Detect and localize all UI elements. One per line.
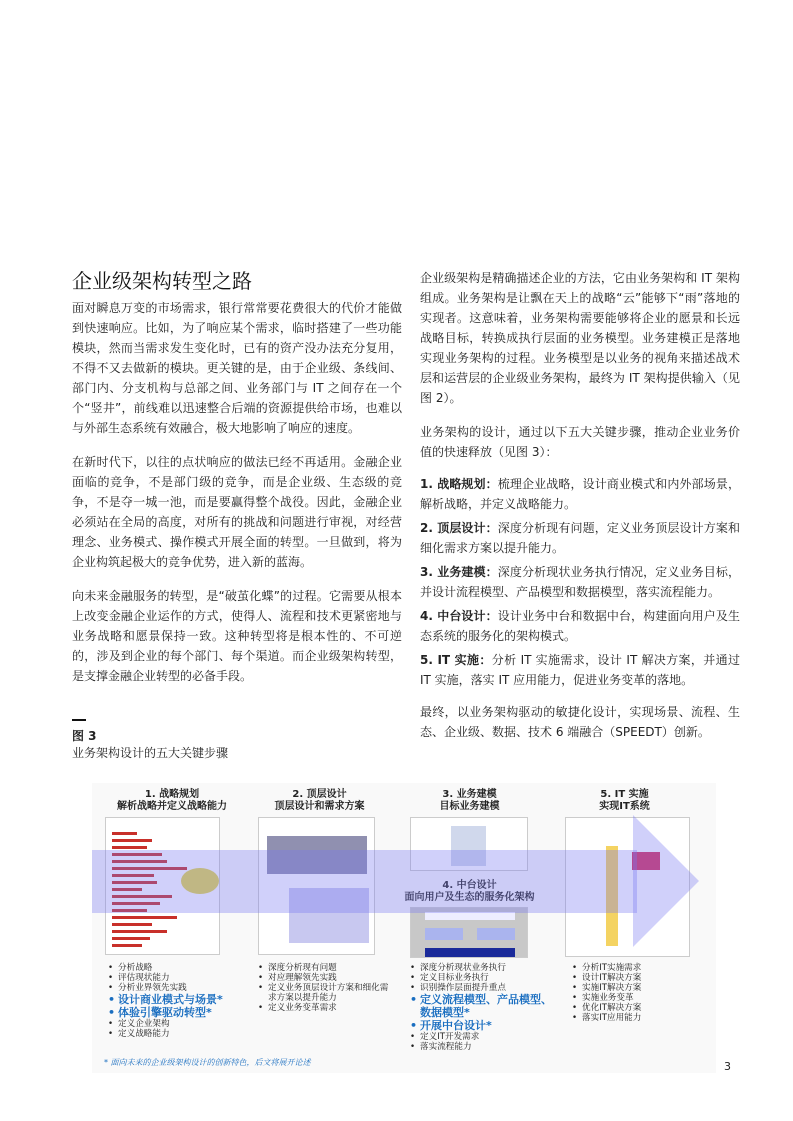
paragraph: 在新时代下，以往的点状响应的做法已经不再适用。金融企业面临的竞争，不是部门级的竞争，而是企业级、生态级的竞争，不是夺一城一池，而是要赢得整个战役。因此，金融企业必须站在全局的高度，对所有的挑战和问题进行审视，对经营理念、业务模式、操作模式开展全面的转型。一旦做到，将为企业构筑起极大的竞争优势，进入新的蓝海。 xyxy=(72,455,402,569)
bullet-item: • 定义IT开发需求 xyxy=(408,1032,558,1042)
step-item: 5. IT 实施：分析 IT 实施需求，设计 IT 解决方案，并通过 IT 实施，落实 IT 应用能力，促进业务变革的落地。 xyxy=(420,653,740,687)
bullet-item: • 评估现状能力 xyxy=(106,973,246,983)
bullet-item: • 设计商业模式与场景* xyxy=(106,993,246,1006)
bullet-item: • 定义企业架构 xyxy=(106,1019,246,1029)
right-column xyxy=(420,268,740,756)
middle-platform-image xyxy=(410,907,528,958)
panel-title-1: 1. 战略规划 解析战略并定义战略能力 xyxy=(117,789,227,812)
panel-title-4: 4. 中台设计 面向用户及生态的服务化架构 xyxy=(404,880,535,903)
bullet-item: • 实施IT解决方案 xyxy=(570,983,700,993)
panel-3-bullets xyxy=(408,963,558,1052)
step-item: 1. 战略规划：梳理企业战略，设计商业模式和内外部场景，解析战略，并定义战略能力。 xyxy=(420,477,740,511)
panel-title-5: 5. IT 实施 实现IT系统 xyxy=(599,789,650,812)
bullet-item: • 实施业务变革 xyxy=(570,993,700,1003)
closing-paragraph: 最终，以业务架构驱动的敏捷化设计，实现场景、流程、生态、企业级、数据、技术 6 端融合（SPEEDT）创新。 xyxy=(420,705,740,739)
bullet-item: • 落实流程能力 xyxy=(408,1042,558,1052)
bullet-item: • 定义流程模型、产品模型、数据模型* xyxy=(408,993,558,1019)
paragraph: 面对瞬息万变的市场需求，银行常常要花费很大的代价才能做到快速响应。比如，为了响应某个需求，临时搭建了一些功能模块，然而当需求发生变化时，已有的资产没办法充分复用，不得不又去做新的模块。更关键的是，由于企业级、条线间、部门内、分支机构与总部之间、业务部门与 IT 之间存在一个个“竖井”，前线难以迅速整合后端的资源提供给市场，也难以与外部生态系统有效融合，极大地影响了响应的速度。 xyxy=(72,301,402,435)
bullet-item: • 分析IT实施需求 xyxy=(570,963,700,973)
bullet-item: • 分析业界领先实践 xyxy=(106,983,246,993)
step-item: 4. 中台设计：设计业务中台和数据中台，构建面向用户及生态系统的服务化的架构模式。 xyxy=(420,609,740,643)
bullet-item: • 定义战略能力 xyxy=(106,1029,246,1039)
panel-2-bullets xyxy=(256,963,391,1013)
arrow-head-icon xyxy=(633,815,699,947)
paragraph: 业务架构的设计，通过以下五大关键步骤，推动企业业务价值的快速释放（见图 3）： xyxy=(420,425,740,459)
figure-rule xyxy=(72,719,86,721)
bullet-item: • 优化IT解决方案 xyxy=(570,1003,700,1013)
left-column xyxy=(72,266,402,700)
bullet-item: • 定义业务变革需求 xyxy=(256,1003,391,1013)
arrow-band xyxy=(92,850,637,913)
paragraph: 企业级架构是精确描述企业的方法，它由业务架构和 IT 架构组成。业务架构是让飘在天上的战略“云”能够下“雨”落地的实现者。这意味着，业务架构需要能够将企业的愿景和长远战略目标，转换成执行层面的业务模型。业务建模正是落地实现业务架构的过程。业务模型是以业务的视角来描述战术层和运营层的企业级业务架构，最终为 IT 架构提供输入（见图 2）。 xyxy=(420,271,740,405)
bullet-item: • 分析战略 xyxy=(106,963,246,973)
figure-note: * 面向未来的企业级架构设计的创新特色，后文将展开论述 xyxy=(104,1058,311,1067)
step-item: 3. 业务建模：深度分析现状业务执行情况，定义业务目标，并设计流程模型、产品模型和数据模型，落实流程能力。 xyxy=(420,565,740,599)
step-item: 2. 顶层设计：深度分析现有问题，定义业务顶层设计方案和细化需求方案以提升能力。 xyxy=(420,521,740,555)
figure-diagram xyxy=(92,783,716,1073)
page-number: 3 xyxy=(724,1060,731,1073)
bullet-item: • 深度分析现状业务执行 xyxy=(408,963,558,973)
page-title: 企业级架构转型之路 xyxy=(72,269,252,293)
bullet-item: • 深度分析现有问题 xyxy=(256,963,391,973)
panel-1-bullets xyxy=(106,963,246,1039)
panel-title-2: 2. 顶层设计 顶层设计和需求方案 xyxy=(274,789,365,812)
bullet-item: • 定义业务顶层设计方案和细化需求方案以提升能力 xyxy=(256,983,391,1003)
figure-caption: 业务架构设计的五大关键步骤 xyxy=(72,746,229,760)
figure-label: 图 3 xyxy=(72,729,97,743)
panel-5-bullets xyxy=(570,963,700,1023)
bullet-item: • 开展中台设计* xyxy=(408,1019,558,1032)
panel-title-3: 3. 业务建模 目标业务建模 xyxy=(439,789,500,812)
bullet-item: • 识别操作层面提升重点 xyxy=(408,983,558,993)
bullet-item: • 对应理解领先实践 xyxy=(256,973,391,983)
bullet-item: • 体验引擎驱动转型* xyxy=(106,1006,246,1019)
paragraph: 向未来金融服务的转型，是“破茧化蝶”的过程。它需要从根本上改变金融企业运作的方式，使得人、流程和技术更紧密地与业务战略和愿景保持一致。这种转型将是根本性的、不可逆的，涉及到企业的每个部门、每个渠道。而企业级架构转型，是支撑金融企业转型的必备手段。 xyxy=(72,589,402,683)
bullet-item: • 设计IT解决方案 xyxy=(570,973,700,983)
bullet-item: • 定义目标业务执行 xyxy=(408,973,558,983)
bullet-item: • 落实IT应用能力 xyxy=(570,1013,700,1023)
